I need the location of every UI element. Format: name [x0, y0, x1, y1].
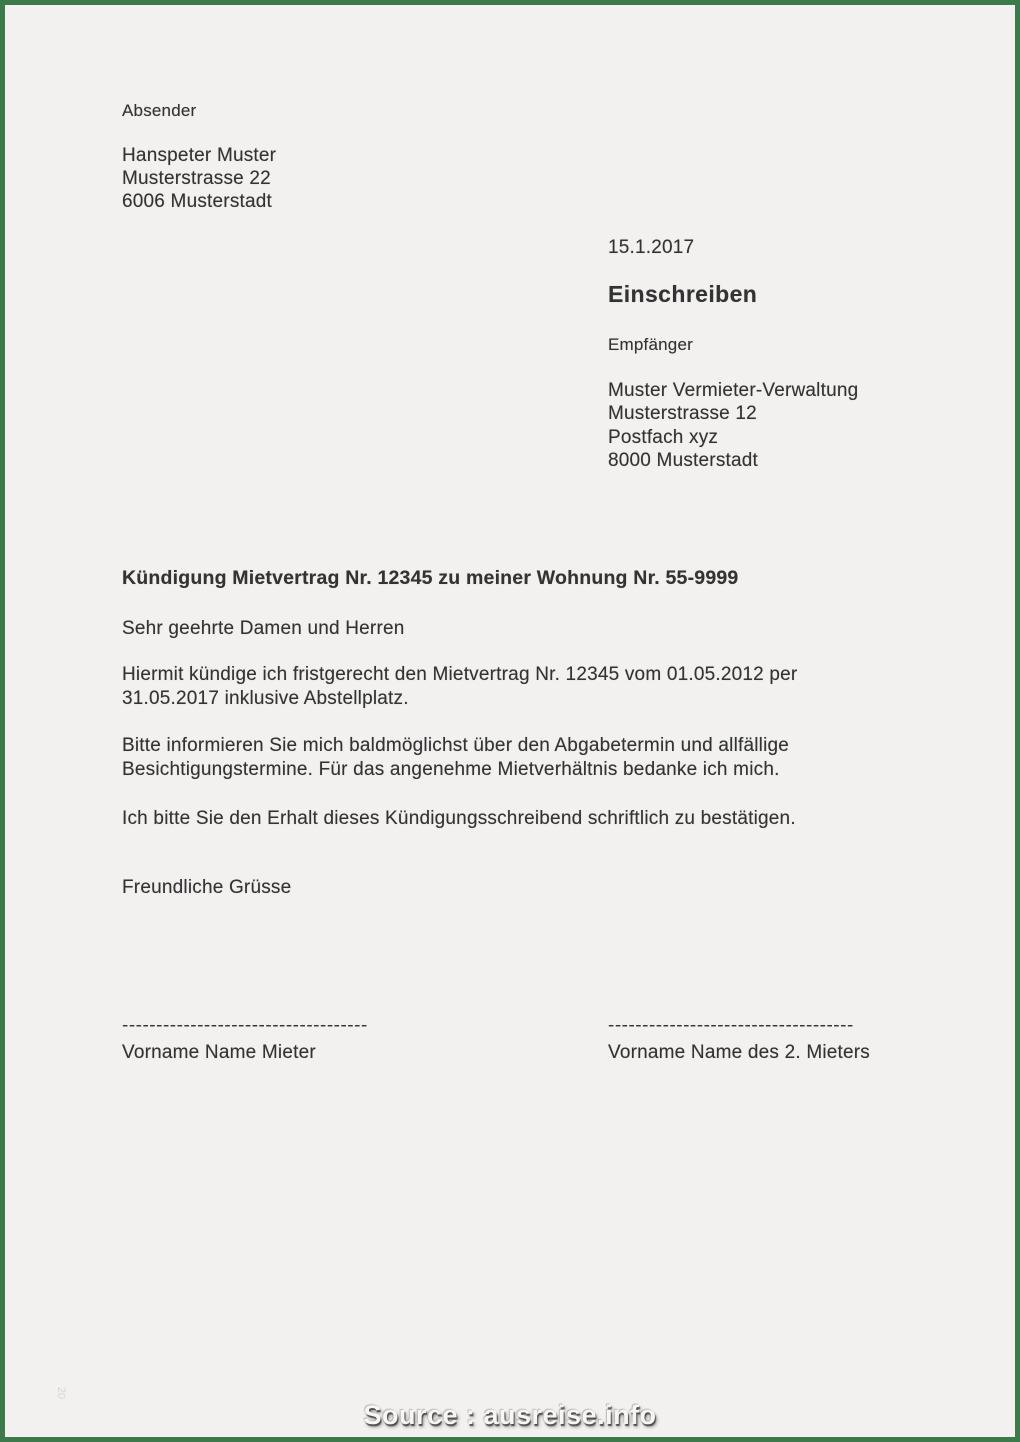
letter-page: [5, 5, 1015, 1437]
closing: Freundliche Grüsse: [122, 877, 292, 898]
delivery-method: Einschreiben: [608, 281, 758, 307]
recipient-street: Musterstrasse 12: [608, 403, 757, 424]
sender-label: Absender: [122, 101, 197, 120]
recipient-label: Empfänger: [608, 335, 693, 354]
letter-date: 15.1.2017: [608, 237, 695, 258]
subject-line: Kündigung Mietvertrag Nr. 12345 zu meiner Wohnung Nr. 55-9999: [122, 567, 739, 589]
recipient-city: 8000 Musterstadt: [608, 450, 759, 471]
body-paragraph-3: Ich bitte Sie den Erhalt dieses Kündigungsschreibend schriftlich zu bestätigen.: [122, 808, 796, 829]
source-caption: Source : ausreise.info: [363, 1400, 657, 1430]
sender-city: 6006 Musterstadt: [122, 191, 273, 212]
scan-watermark: 20: [55, 1386, 68, 1400]
sender-name: Hanspeter Muster: [122, 145, 277, 166]
salutation: Sehr geehrte Damen und Herren: [122, 618, 405, 639]
recipient-pobox: Postfach xyz: [608, 427, 719, 448]
signature-line-left: ------------------------------------: [122, 1015, 368, 1036]
body-paragraph-1: Hiermit kündige ich fristgerecht den Mietvertrag Nr. 12345 vom 01.05.2012 per 31.05.2017 inklusive Abstellplatz.: [122, 664, 798, 709]
body-paragraph-2: Bitte informieren Sie mich baldmöglichst über den Abgabetermin und allfällige Besichtigungstermine. Für das angenehme Mietverhältnis bedanke ich mich.: [122, 735, 790, 780]
recipient-name: Muster Vermieter-Verwaltung: [608, 380, 859, 401]
signature-label-right: Vorname Name des 2. Mieters: [608, 1042, 871, 1063]
sender-street: Musterstrasse 22: [122, 168, 271, 189]
signature-line-right: ------------------------------------: [608, 1015, 854, 1036]
signature-label-left: Vorname Name Mieter: [122, 1042, 316, 1063]
